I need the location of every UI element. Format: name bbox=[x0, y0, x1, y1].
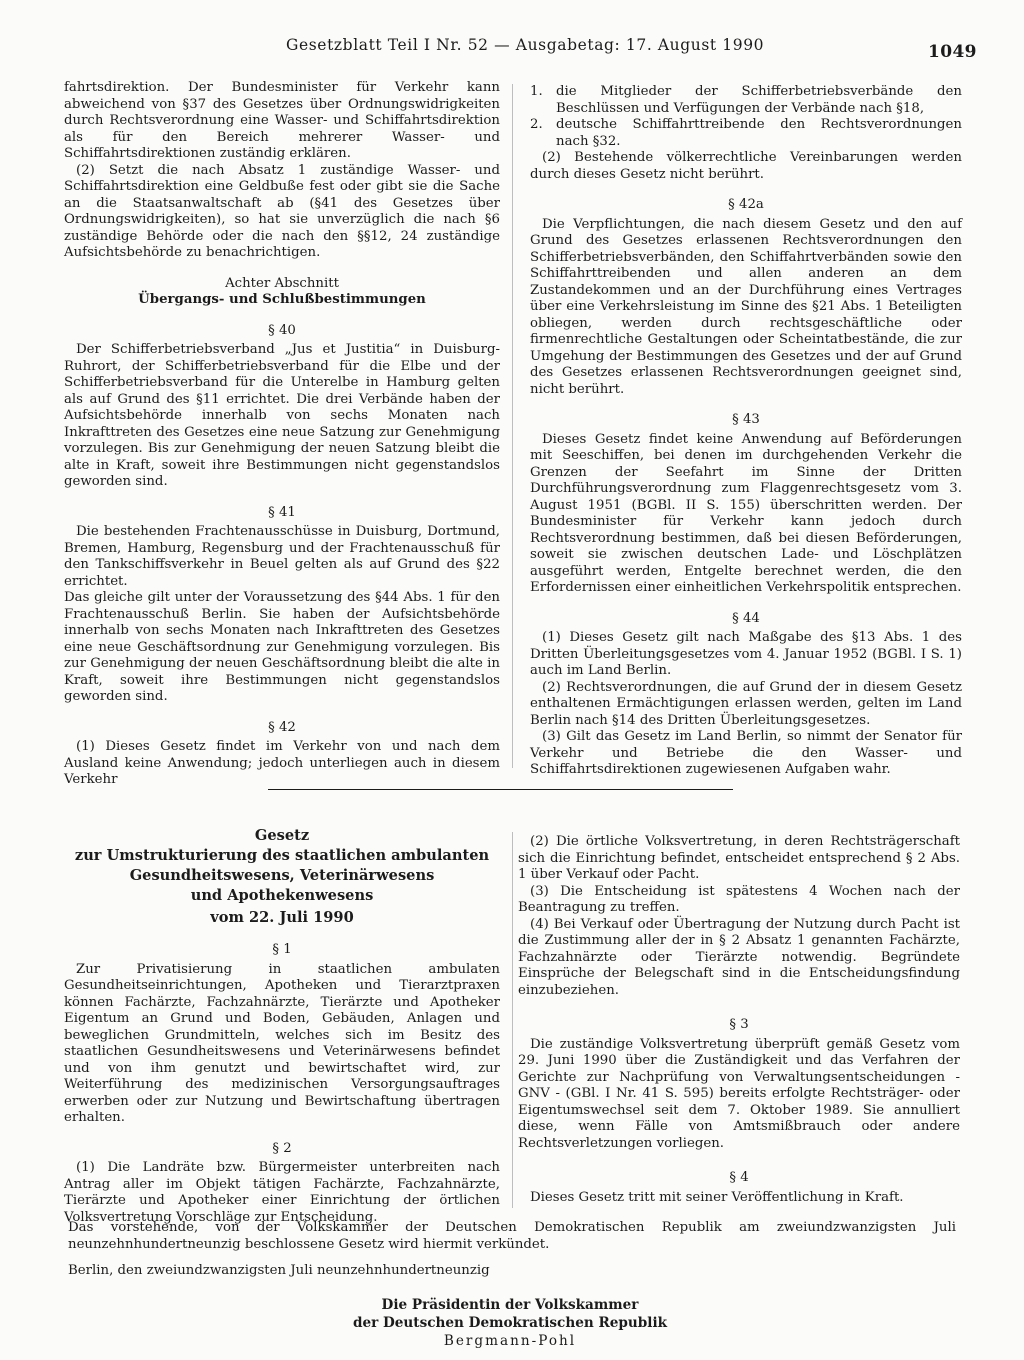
paragraph-label-43: § 43 bbox=[732, 412, 760, 427]
paragraph: (2) Setzt die nach Absatz 1 zuständige Wasser- und Schiffahrtsdirektion eine Geldbuße fest oder gibt sie die Sache an die Staatsanwaltschaft ab (§41 des Gesetzes über Ordnungswidrigkeiten), so hat sie unverzüglich die nach §6 zuständige Behörde oder die nach den §§12, 24 zuständige Aufsichtsbehörde zu benachrichtigen. bbox=[64, 162, 500, 260]
paragraph: Die bestehenden Frachtenausschüsse in Duisburg, Dortmund, Bremen, Hamburg, Regensburg und der Frachtenausschuß für den Tankschiffsverkehr in Beuel gelten als auf Grund des §22 errichtet. bbox=[64, 524, 500, 589]
lower-left-column bbox=[64, 826, 500, 1226]
promulgation-text: Das vorstehende, von der Volkskammer der Deutschen Demokratischen Republik am zweiundzwanzigsten Juli neunzehnhundertneunzig beschlossene Gesetz wird hiermit verkündet. bbox=[68, 1220, 956, 1252]
promulgation bbox=[68, 1220, 956, 1280]
paragraph: Zur Privatisierung in staatlichen ambulaten Gesundheitseinrichtungen, Apotheken und Tierarztpraxen können Fachärzte, Fachzahnärzte, Tierärzte und Apotheker Eigentum an Grund und Boden, Gebäuden, Anlagen und beweglichen Grundmitteln, welches sich im Besitz des staatlichen Gesundheitswesens und Veterinärwesens befindet und von ihm genutzt und bewirtschaftet wird, zur Weiterführung des medizinischen Versorgungsauftrages erwerben oder zur Nutzung und Bewirtschaftung übertragen erhalten. bbox=[64, 961, 500, 1125]
column-divider bbox=[512, 832, 513, 1208]
running-header: Gesetzblatt Teil I Nr. 52 — Ausgabetag: 17. August 1990 bbox=[286, 36, 765, 54]
signature-block bbox=[330, 1296, 690, 1350]
list-number: 2. bbox=[530, 117, 543, 132]
paragraph: (2) Rechtsverordnungen, die auf Grund der in diesem Gesetz enthaltenen Ermächtigungen erlassen werden, gelten im Land Berlin nach §14 des Dritten Überleitungsgesetzes. bbox=[530, 679, 962, 728]
paragraph: Der Schifferbetriebsverband „Jus et Justitia“ in Duisburg-Ruhrort, der Schifferbetriebsverband für die Elbe und der Schifferbetriebsverband für die Unterelbe in Hamburg gelten als auf Grund des §11 errichtet. Die drei Verbände haben der Aufsichtsbehörde innerhalb von sechs Monaten nach Inkrafttreten des Gesetzes eine neue Satzung zur Genehmigung vorzulegen. Bis zur Genehmigung der neuen Satzung bleibt die alte in Kraft, soweit ihre Bestimmungen nicht gegenstandslos geworden sind. bbox=[64, 342, 500, 489]
law-date: vom 22. Juli 1990 bbox=[210, 909, 354, 926]
law-title-line: Gesundheitswesens, Veterinärwesens bbox=[129, 867, 435, 884]
list-text: deutsche Schiffahrttreibende den Rechtsverordnungen nach §32. bbox=[556, 117, 962, 149]
lower-right-column bbox=[518, 834, 960, 1206]
paragraph: Dieses Gesetz tritt mit seiner Veröffentlichung in Kraft. bbox=[530, 1189, 904, 1205]
paragraph: (2) Die örtliche Volksvertretung, in deren Rechtsträgerschaft sich die Einrichtung befindet, entscheidet entsprechend § 2 Abs. 1 über Verkauf oder Pacht. bbox=[518, 834, 960, 882]
paragraph: Das gleiche gilt unter der Voraussetzung des §44 Abs. 1 für den Frachtenausschuß Berlin. Sie haben der Aufsichtsbehörde innerhalb von sechs Monaten nach Inkrafttreten des Gesetzes eine neue Geschäftsordnung zur Genehmigung vorzulegen. Bis zur Genehmigung der neuen Geschäftsordnung bleibt die alte in Kraft, soweit ihre Bestimmungen nicht gegenstandslos geworden sind. bbox=[64, 590, 500, 704]
paragraph-label-40: § 40 bbox=[268, 322, 296, 338]
paragraph: Dieses Gesetz findet keine Anwendung auf Beförderungen mit Seeschiffen, bei denen im durchgehenden Verkehr die Grenzen der Seefahrt im Sinne der Dritten Durchführungsverordnung zum Flaggenrechtsgesetz vom 3. August 1951 (BGBl. II S. 155) überschritten werden. Der Bundesminister für Verkehr kann jedoch durch Rechtsverordnung bestimmen, daß bei diesen Beförderungen, soweit sie zwischen deutschen Lade- und Löschplätzen ausgeführt werden, Entgelte berechnet werden, die den Erfordernissen einer einheitlichen Verkehrspolitik entsprechen. bbox=[530, 431, 962, 595]
paragraph: (3) Die Entscheidung ist spätestens 4 Wochen nach der Beantragung zu treffen. bbox=[518, 883, 960, 915]
paragraph: (4) Bei Verkauf oder Übertragung der Nutzung durch Pacht ist die Zustimmung aller der in § 2 Absatz 1 genannten Fachärzte, Fachzahnärzte oder Tierärzte notwendig. Begründete Einsprüche der Belegschaft sind in die Entscheidungsfindung einzubeziehen. bbox=[518, 916, 960, 998]
law-title-line: und Apothekenwesens bbox=[190, 887, 374, 904]
paragraph-label-42: § 42 bbox=[268, 719, 296, 735]
paragraph-label-41: § 41 bbox=[268, 504, 296, 520]
section-title: Übergangs- und Schlußbestimmungen bbox=[138, 292, 426, 307]
list-text: die Mitglieder der Schifferbetriebsverbände den Beschlüssen und Verfügungen der Verbände nach §18, bbox=[556, 84, 962, 116]
paragraph: (2) Bestehende völkerrechtliche Vereinbarungen werden durch dieses Gesetz nicht berührt. bbox=[530, 150, 962, 182]
signatory-title: der Deutschen Demokratischen Republik bbox=[352, 1315, 668, 1331]
paragraph: (1) Die Landräte bzw. Bürgermeister unterbreiten nach Antrag aller im Objekt tätigen Fachärzte, Fachzahnärzte, Tierärzte und Apotheker einer Einrichtung der örtlichen Volksvertretung Vorschläge zur Entscheidung. bbox=[64, 1160, 500, 1225]
place-date: Berlin, den zweiundzwanzigsten Juli neunzehnhundertneunzig bbox=[68, 1263, 490, 1278]
list-item bbox=[530, 117, 962, 150]
paragraph-label-44: § 44 bbox=[732, 610, 760, 626]
signatory-title: Die Präsidentin der Volkskammer bbox=[381, 1297, 639, 1313]
law-title-line: Gesetz bbox=[254, 827, 310, 844]
paragraph: Die Verpflichtungen, die nach diesem Gesetz und den auf Grund des Gesetzes erlassenen Rechtsverordnungen den Schifferbetriebsverbänden, den Schiffahrtverbänden sowie den Schiffahrttreibenden und allen anderen an dem Zustandekommen und an der Durchführung eines Vertrages über eine Verkehrsleistung im Sinne des §21 Abs. 1 Beteiligten obliegen, werden durch rechtsgeschäftliche oder firmenrechtliche Gestaltungen oder Scheintatbestände, die zur Umgehung der Bestimmungen des Gesetzes und der auf Grund des Gesetzes erlassenen Rechtsverordnungen geeignet sind, nicht berührt. bbox=[530, 216, 962, 397]
paragraph: (1) Dieses Gesetz gilt nach Maßgabe des §13 Abs. 1 des Dritten Überleitungsgesetzes vom 4. Januar 1952 (BGBl. I S. 1) auch im Land Berlin. bbox=[530, 630, 962, 678]
signatory-name: Bergmann-Pohl bbox=[443, 1333, 577, 1349]
list-item bbox=[530, 84, 962, 117]
paragraph: fahrtsdirektion. Der Bundesminister für Verkehr kann abweichend von §37 des Gesetzes über Ordnungswidrigkeiten durch Rechtsverordnung eine Wasser- und Schiffahrtsdirektion als für den Bereich mehrerer Wasser- und Schiffahrtsdirektionen zuständig erklären. bbox=[64, 80, 500, 161]
upper-right-column bbox=[530, 84, 962, 779]
paragraph: (1) Dieses Gesetz findet im Verkehr von und nach dem Ausland keine Anwendung; jedoch unterliegen auch in diesem Verkehr bbox=[64, 739, 500, 787]
column-divider bbox=[512, 84, 513, 768]
paragraph-label-2: § 2 bbox=[272, 1140, 292, 1156]
horizontal-rule bbox=[268, 789, 733, 790]
paragraph-label-42a: § 42a bbox=[728, 197, 764, 212]
law-title bbox=[64, 826, 500, 928]
paragraph-label-1: § 1 bbox=[272, 942, 292, 957]
upper-left-column bbox=[64, 80, 500, 789]
section-heading: Achter Abschnitt bbox=[225, 275, 339, 291]
law-title-line: zur Umstrukturierung des staatlichen ambulanten bbox=[74, 847, 490, 864]
paragraph: (3) Gilt das Gesetz im Land Berlin, so nimmt der Senator für Verkehr und Betriebe die den Wasser- und Schiffahrtsdirektionen zugewiesenen Aufgaben wahr. bbox=[530, 729, 962, 777]
paragraph: Die zuständige Volksvertretung überprüft gemäß Gesetz vom 29. Juni 1990 über die Zuständigkeit und das Verfahren der Gerichte zur Nachprüfung von Verwaltungsentscheidungen - GNV - (GBl. I Nr. 41 S. 595) bereits erfolgte Rechtsträger- oder Eigentumswechsel seit dem 7. Oktober 1989. Sie annulliert diese, wenn Fälle von Amtsmißbrauch oder andere Rechtsverletzungen vorliegen. bbox=[518, 1036, 960, 1151]
list-number: 1. bbox=[530, 84, 543, 99]
paragraph-label-3: § 3 bbox=[729, 1017, 749, 1032]
paragraph-label-4: § 4 bbox=[729, 1170, 749, 1185]
page-number: 1049 bbox=[928, 42, 977, 62]
